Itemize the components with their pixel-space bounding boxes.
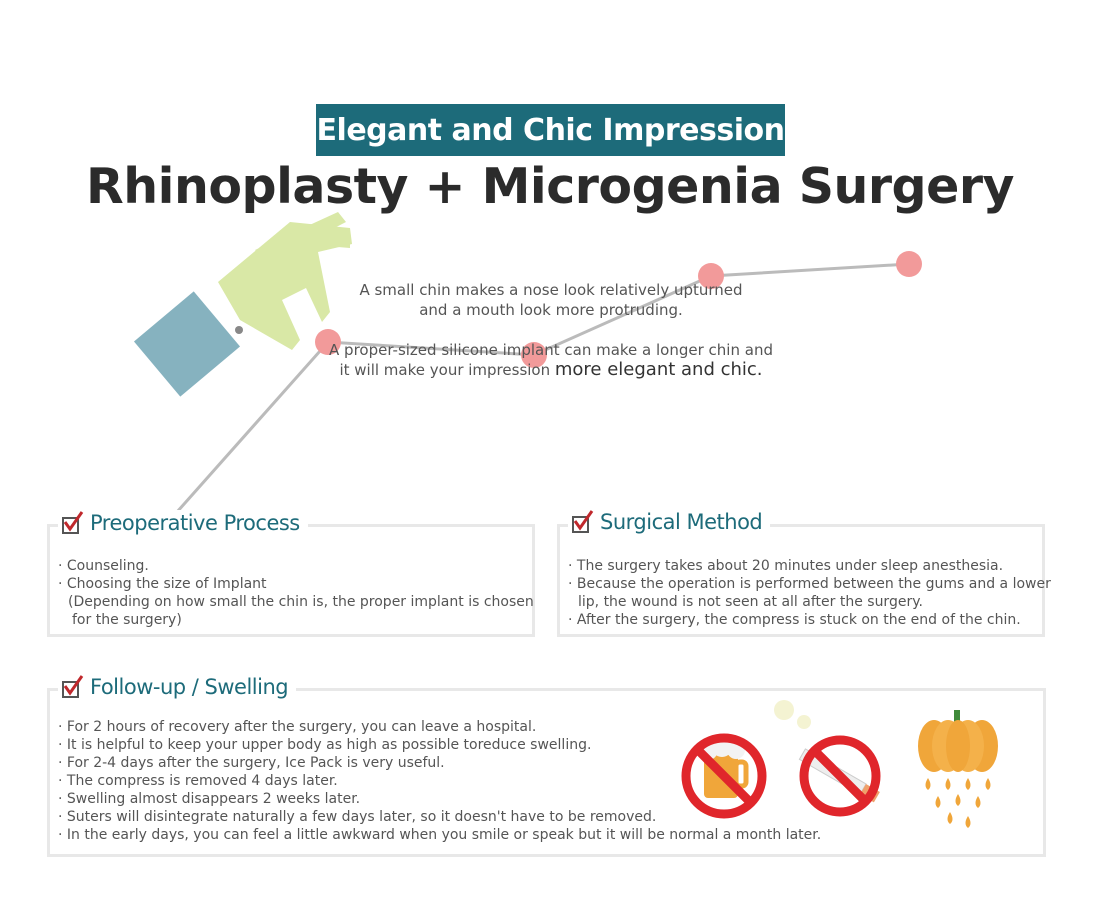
smoke-bubbles	[770, 698, 814, 734]
followup-item: · In the early days, you can feel a little awkward when you smile or speak but it will be normal a month later.	[58, 827, 822, 843]
intro-line-3: A proper-sized silicone implant can make a longer chin and	[329, 341, 773, 359]
followup-item: · Swelling almost disappears 2 weeks later.	[58, 791, 361, 807]
preoperative-list	[58, 557, 534, 629]
surgical-list	[568, 557, 1051, 629]
checkbox-icon	[60, 674, 84, 700]
followup-title: Follow-up / Swelling	[90, 675, 289, 699]
followup-item: · For 2-4 days after the surgery, Ice Pack is very useful.	[58, 755, 445, 771]
preoperative-item: (Depending on how small the chin is, the proper implant is chosen	[68, 594, 534, 610]
followup-item: · Suters will disintegrate naturally a few days later, so it doesn't have to be removed.	[58, 809, 657, 825]
subtitle-banner: Elegant and Chic Impression	[316, 104, 785, 156]
followup-item: · It is helpful to keep your upper body as high as possible toreduce swelling.	[58, 737, 592, 753]
preoperative-item: for the surgery)	[72, 612, 182, 628]
silicone-block-shape	[134, 291, 240, 396]
preoperative-box	[47, 524, 535, 637]
intro-emphasis: more elegant and chic.	[554, 359, 763, 380]
intro-line-4	[296, 360, 806, 380]
checkbox-icon	[570, 509, 594, 535]
connector-dot-4	[896, 251, 922, 277]
preoperative-header	[58, 510, 308, 536]
checkbox-icon	[60, 510, 84, 536]
pumpkin-icon	[910, 708, 1006, 838]
surgical-box	[557, 524, 1051, 637]
surgical-title: Surgical Method	[600, 510, 763, 534]
preoperative-title: Preoperative Process	[90, 511, 300, 535]
pointer-dot	[235, 326, 243, 334]
no-alcohol-icon	[676, 724, 772, 820]
followup-item: · The compress is removed 4 days later.	[58, 773, 338, 789]
surgical-item: · After the surgery, the compress is stuck on the end of the chin.	[568, 612, 1021, 628]
no-smoking-icon	[790, 732, 890, 822]
surgical-item: · The surgery takes about 20 minutes under sleep anesthesia.	[568, 558, 1004, 574]
followup-box	[47, 688, 1046, 857]
page-title: Rhinoplasty + Microgenia Surgery	[86, 158, 1014, 215]
surgical-header	[568, 509, 770, 535]
surgical-item: lip, the wound is not seen at all after the surgery.	[578, 594, 923, 610]
followup-item: · For 2 hours of recovery after the surgery, you can leave a hospital.	[58, 719, 537, 735]
intro-line-2: and a mouth look more protruding.	[419, 301, 683, 319]
preoperative-item: · Counseling.	[58, 558, 149, 574]
followup-header	[58, 674, 296, 700]
preoperative-item: · Choosing the size of Implant	[58, 576, 267, 592]
intro-line-4-prefix: it will make your impression	[339, 361, 555, 379]
intro-line-1: A small chin makes a nose look relatively upturned	[359, 281, 743, 299]
intro-text	[296, 280, 806, 380]
surgical-item: · Because the operation is performed between the gums and a lower	[568, 576, 1051, 592]
